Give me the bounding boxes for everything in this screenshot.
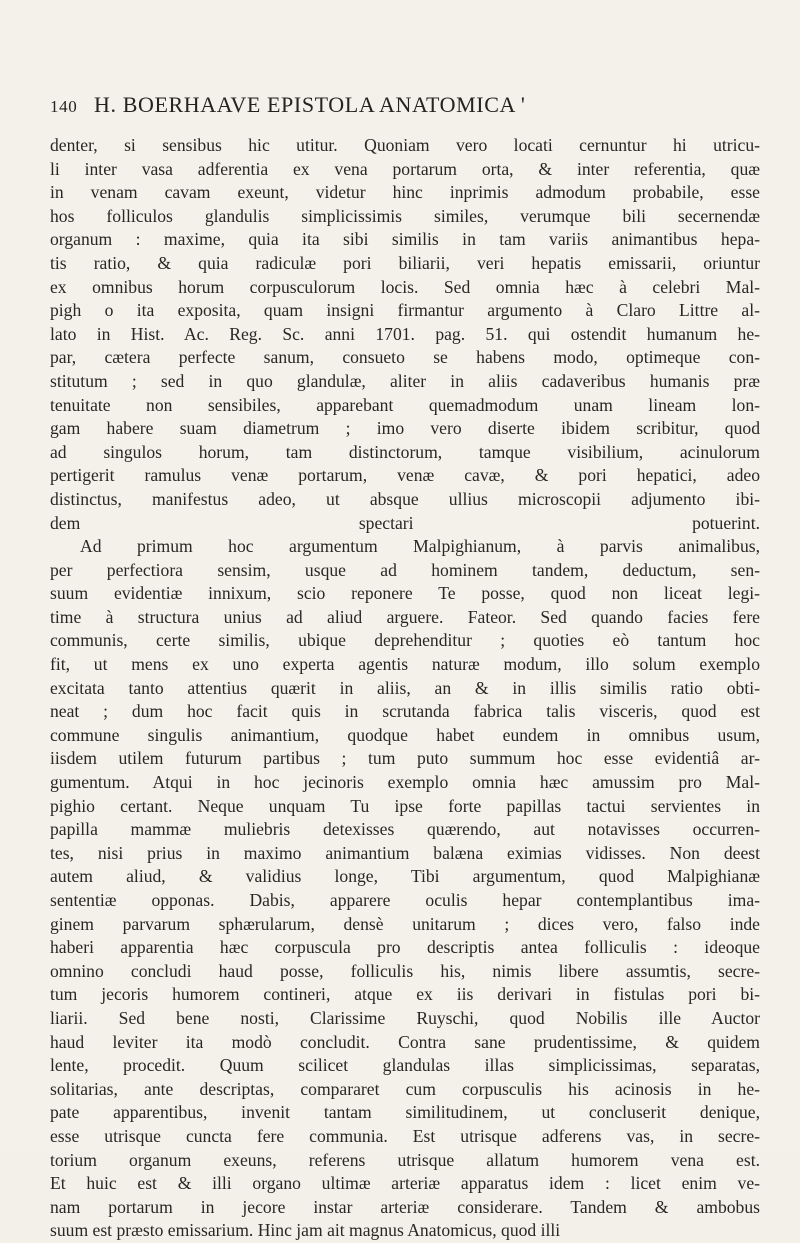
text-line: ex omnibus horum corpusculorum locis. Sed omnia hæc à celebri Mal- (50, 276, 760, 297)
text-line: dem spectari potuerint. (50, 512, 760, 533)
text-line: lato in Hist. Ac. Reg. Sc. anni 1701. pag. 51. qui ostendit humanum he- (50, 323, 760, 344)
text-line: par, cætera perfecte sanum, consueto se habens modo, optimeque con- (50, 347, 760, 368)
page-header (50, 92, 760, 136)
page-number: 140 (50, 97, 78, 116)
text-line: haberi apparentia hæc corpuscula pro descriptis antea folliculis : ideoque (50, 937, 760, 958)
text-line: ad singulos horum, tam distinctorum, tamque visibilium, acinulorum (50, 441, 760, 462)
text-line: time à structura unius ad aliud arguere. Fateor. Sed quando facies fere (50, 606, 760, 627)
text-line: organum : maxime, quia ita sibi similis in tam variis animantibus hepa- (50, 229, 760, 250)
text-line: gumentum. Atqui in hoc jecinoris exemplo omnia hæc amussim pro Mal- (50, 772, 760, 793)
text-line: iisdem utilem futurum partibus ; tum puto summum hoc esse evidentiâ ar- (50, 748, 760, 769)
text-line: per perfectiora sensim, usque ad hominem tandem, deductum, sen- (50, 559, 760, 580)
text-line: gam habere suam diametrum ; imo vero diserte ibidem scribitur, quod (50, 418, 760, 439)
text-line: solitarias, ante descriptas, compararet cum corpusculis his acinosis in he- (50, 1078, 760, 1099)
text-line: neat ; dum hoc facit quis in scrutanda fabrica talis visceris, quod est (50, 701, 760, 722)
text-line: pertigerit ramulus venæ portarum, venæ cavæ, & pori hepatici, adeo (50, 465, 760, 486)
text-line: pate apparentibus, invenit tantam similitudinem, ut concluserit denique, (50, 1102, 760, 1123)
text-line: torium organum exeuns, referens utrisque allatum humorem vena est. (50, 1149, 760, 1170)
text-line: denter, si sensibus hic utitur. Quoniam vero locati cernuntur hi utricu- (50, 135, 760, 155)
text-line: autem aliud, & validius longe, Tibi argumentum, quod Malpighianæ (50, 866, 760, 887)
text-line: Et huic est & illi organo ultimæ arteriæ apparatus idem : licet enim ve- (50, 1173, 760, 1194)
text-line: pigh o ita exposita, quam insigni firmantur argumento à Claro Littre al- (50, 300, 760, 321)
text-line: omnino concludi haud posse, folliculis his, nimis libere assumtis, secre- (50, 960, 760, 981)
text-line: distinctus, manifestus adeo, ut absque ullius microscopii adjumento ibi- (50, 488, 760, 509)
text-line: tis ratio, & quia radiculæ pori biliarii, veri hepatis emissarii, oriuntur (50, 252, 760, 273)
text-line: nam portarum in jecore instar arteriæ considerare. Tandem & ambobus (50, 1196, 760, 1217)
text-line: tum jecoris humorem contineri, atque ex iis derivari in fistulas pori bi- (50, 984, 760, 1005)
text-line: suum est præsto emissarium. Hinc jam ait magnus Anatomicus, quod illi (50, 1220, 561, 1241)
text-line: in venam cavam exeunt, videtur hinc inprimis admodum probabile, esse (50, 182, 760, 203)
text-line: communis, certe similis, ubique deprehenditur ; quoties eò tantum hoc (50, 630, 760, 651)
text-line: suum evidentiæ innixum, scio reponere Te posse, quod non liceat legi- (50, 583, 760, 604)
text-line: commune singulis animantium, quodque habet eundem in omnibus usum, (50, 724, 760, 745)
text-line: Ad primum hoc argumentum Malpighianum, à parvis animalibus, (80, 536, 760, 557)
text-line: tes, nisi prius in maximo animantium balæna eximias vidisses. Non deest (50, 842, 760, 863)
text-line: fit, ut mens ex uno experta agentis naturæ modum, illo solum exemplo (50, 654, 760, 675)
text-line: sententiæ opponas. Dabis, apparere oculis hepar contemplantibus ima- (50, 890, 760, 910)
text-line: ginem parvarum sphærularum, densè unitarum ; dices vero, falso inde (50, 913, 760, 934)
text-line: hos folliculos glandulis simplicissimis similes, verumque bili secernendæ (50, 205, 760, 226)
text-line: stitutum ; sed in quo glandulæ, aliter in aliis cadaveribus humanis præ (50, 370, 760, 391)
text-line: liarii. Sed bene nosti, Clarissime Ruyschi, quod Nobilis ille Auctor (50, 1007, 760, 1028)
running-head: H. BOERHAAVE EPISTOLA ANATOMICA ' (94, 92, 526, 117)
text-line: excitata tanto attentius quærit in aliis, an & in illis similis ratio obti- (50, 677, 760, 698)
text-line: li inter vasa adferentia ex vena portarum orta, & inter referentia, quæ (50, 158, 760, 179)
text-line: papilla mammæ muliebris detexisses quærendo, aut notavisses occurren- (50, 819, 760, 840)
body-text (50, 134, 760, 1243)
text-line: esse utrisque cuncta fere communia. Est utrisque adferens vas, in secre- (50, 1125, 760, 1146)
text-line: pighio certant. Neque unquam Tu ipse forte papillas tactui servientes in (50, 795, 760, 816)
text-line: lente, procedit. Quum scilicet glandulas illas simplicissimas, separatas, (50, 1055, 760, 1076)
text-line: haud leviter ita modò concludit. Contra sane prudentissime, & quidem (50, 1031, 760, 1052)
text-line: tenuitate non sensibiles, apparebant quemadmodum unam lineam lon- (50, 394, 760, 415)
